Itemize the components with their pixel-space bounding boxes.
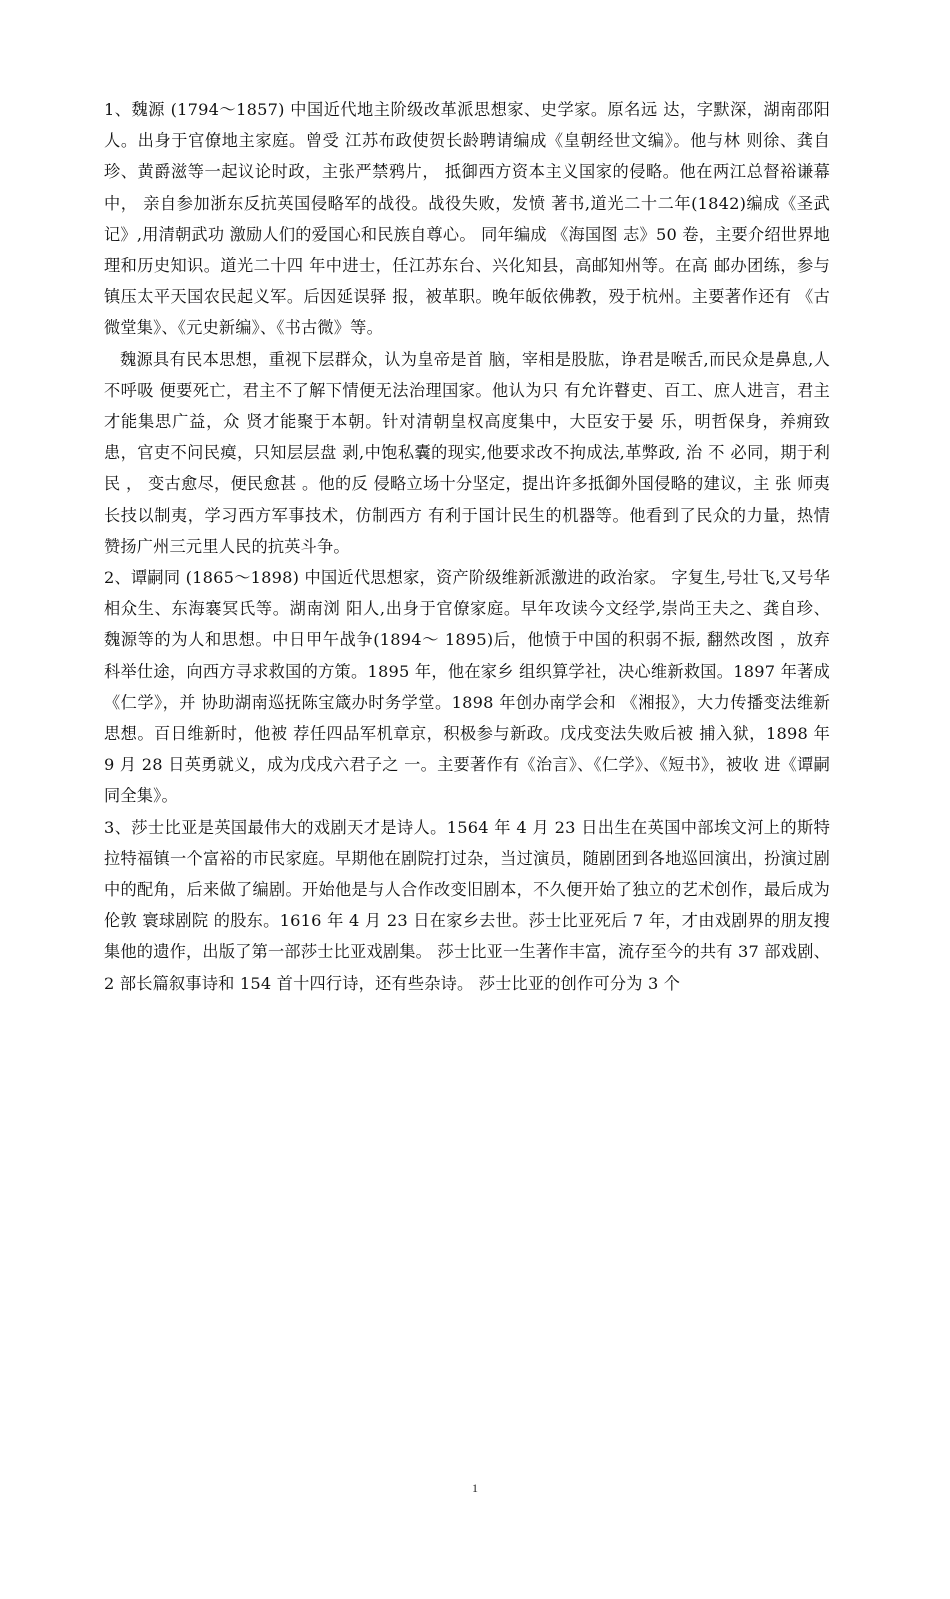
document-body xyxy=(104,94,830,999)
page-number: 1 xyxy=(472,1481,478,1495)
paragraph-tan-sitong-bio: 2、谭嗣同 (1865～1898) 中国近代思想家，资产阶级维新派激进的政治家。 字复生,号壮飞,又号华相众生、东海褰冥氏等。湖南浏 阳人,出身于官僚家庭。早年攻读今文经学,崇尚王夫之、龚自珍、 魏源等的为人和思想。中日甲午战争(1894～ 1895)后，他愤于中国的积弱不振, 翻然改图 ，放弃 科举仕途，向西方寻求救国的方策。1895 年，他在家乡 组织算学社，决心维新救国。1897 年著成《仁学》，并 协助湖南巡抚陈宝箴办时务学堂。1898 年创办南学会和 《湘报》，大力传播变法维新思想。百日维新时，他被 荐任四品军机章京，积极参与新政。戊戌变法失败后被 捕入狱，1898 年 9 月 28 日英勇就义，成为戊戌六君子之 一。主要著作有《治言》、《仁学》、《短书》，被收 进《谭嗣同全集》。 xyxy=(104,568,830,806)
paragraph-wei-yuan-bio: 1、魏源 (1794～1857) 中国近代地主阶级改革派思想家、史学家。原名远 达，字默深，湖南邵阳人。出身于官僚地主家庭。曾受 江苏布政使贺长龄聘请编成《皇朝经世文编》。他与林 则徐、龚自珍、黄爵滋等一起议论时政，主张严禁鸦片， 抵御西方资本主义国家的侵略。他在两江总督裕谦幕中， 亲自参加浙东反抗英国侵略军的战役。战役失败，发愤 著书,道光二十二年(1842)编成《圣武记》,用清朝武功 激励人们的爱国心和民族自尊心。 同年编成 《海国图 志》50 卷，主要介绍世界地理和历史知识。道光二十四 年中进士，任江苏东台、兴化知县，高邮知州等。在高 邮办团练，参与镇压太平天国农民起义军。后因延误驿 报，被革职。晚年皈依佛教，殁于杭州。主要著作还有 《古微堂集》、《元史新编》、《书古微》等。 xyxy=(104,100,830,338)
paragraph-wei-yuan-thought: 魏源具有民本思想，重视下层群众，认为皇帝是首 脑，宰相是股肱，诤君是喉舌,而民众是鼻息,人不呼吸 便要死亡，君主不了解下情便无法治理国家。他认为只 有允许瞽吏、百工、庶人进言，君主才能集思广益，众 贤才能聚于本朝。针对清朝皇权高度集中，大臣安于晏 乐，明哲保身，养痈致患，官吏不问民瘼，只知层层盘 剥,中饱私囊的现实,他要求改不拘成法,革弊政, 治 不 必同，期于利民 ， 变古愈尽，便民愈甚 。他的反 侵略立场十分坚定，提出许多抵御外国侵略的建议，主 张 师夷长技以制夷，学习西方军事技术，仿制西方 有利于国计民生的机器等。他看到了民众的力量，热情 赞扬广州三元里人民的抗英斗争。 xyxy=(104,349,830,556)
paragraph-shakespeare-bio: 3、莎士比亚是英国最伟大的戏剧天才是诗人。1564 年 4 月 23 日出生在英国中部埃文河上的斯特拉特福镇一个富裕的市民家庭。早期他在剧院打过杂，当过演员，随剧团到各地巡回演出，扮演过剧中的配角，后来做了编剧。开始他是与人合作改变旧剧本，不久便开始了独立的艺术创作，最后成为伦敦 寰球剧院 的股东。1616 年 4 月 23 日在家乡去世。莎士比亚死后 7 年，才由戏剧界的朋友搜集他的遗作，出版了第一部莎士比亚戏剧集。 莎士比亚一生著作丰富，流存至今的共有 37 部戏剧、2 部长篇叙事诗和 154 首十四行诗，还有些杂诗。 莎士比亚的创作可分为 3 个 xyxy=(104,817,830,993)
